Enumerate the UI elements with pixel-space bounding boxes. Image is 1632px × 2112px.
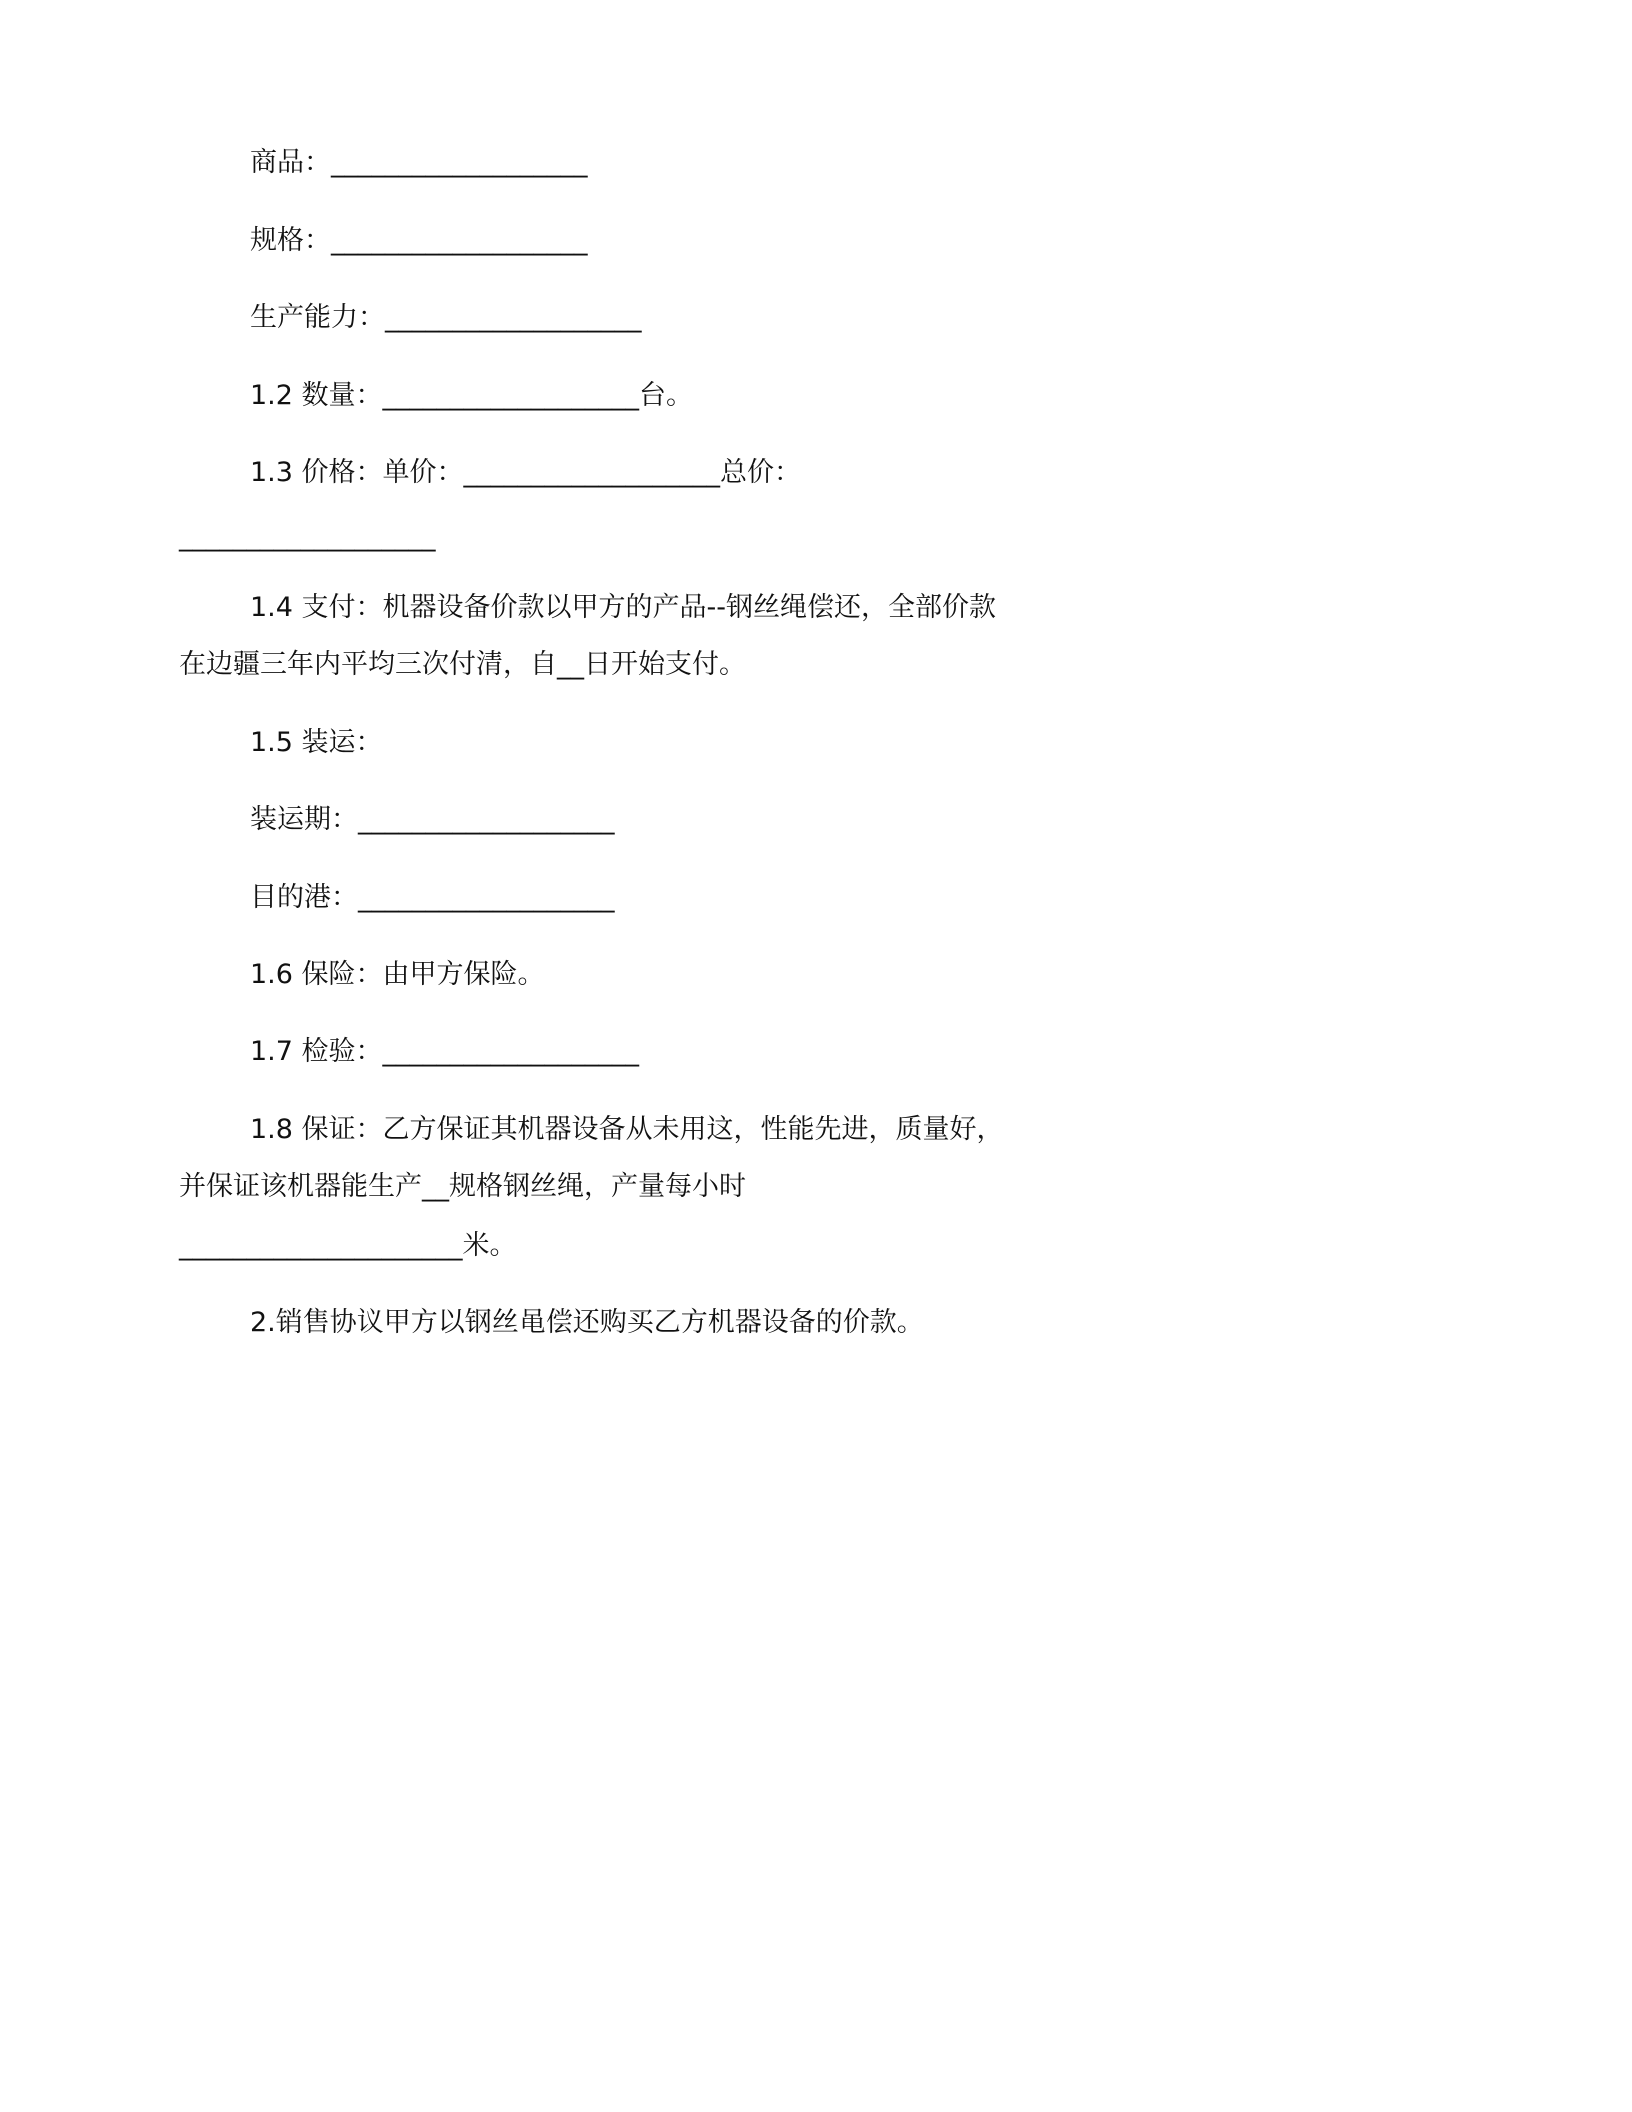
clause-price-continuation: ___________________ (179, 521, 436, 552)
section-sales-agreement: 2.销售协议甲方以钢丝黾偿还购买乙方机器设备的价款。 (250, 1307, 924, 1338)
clause-insurance: 1.6 保险：由甲方保险。 (250, 959, 545, 990)
clause-payment: 1.4 支付：机器设备价款以甲方的产品--钢丝绳偿还，全部价款 (250, 592, 997, 623)
field-production-capacity: 生产能力：___________________ (250, 302, 642, 333)
field-destination-port: 目的港：___________________ (250, 882, 615, 913)
clause-guarantee-continuation-1: 并保证该机器能生产__规格钢丝绳，产量每小时 (179, 1171, 746, 1202)
clause-shipment: 1.5 装运： (250, 727, 383, 758)
clause-guarantee-continuation-2: _____________________米。 (179, 1230, 517, 1261)
clause-quantity: 1.2 数量：___________________台。 (250, 380, 694, 411)
field-goods: 商品：___________________ (250, 147, 588, 178)
field-shipment-period: 装运期：___________________ (250, 804, 615, 835)
field-specification: 规格：___________________ (250, 225, 588, 256)
clause-inspection: 1.7 检验：___________________ (250, 1036, 640, 1067)
clause-price: 1.3 价格：单价：___________________总价： (250, 457, 802, 488)
clause-payment-continuation: 在边疆三年内平均三次付清，自__日开始支付。 (179, 649, 746, 680)
clause-guarantee: 1.8 保证：乙方保证其机器设备从未用这，性能先进，质量好， (250, 1114, 1004, 1145)
